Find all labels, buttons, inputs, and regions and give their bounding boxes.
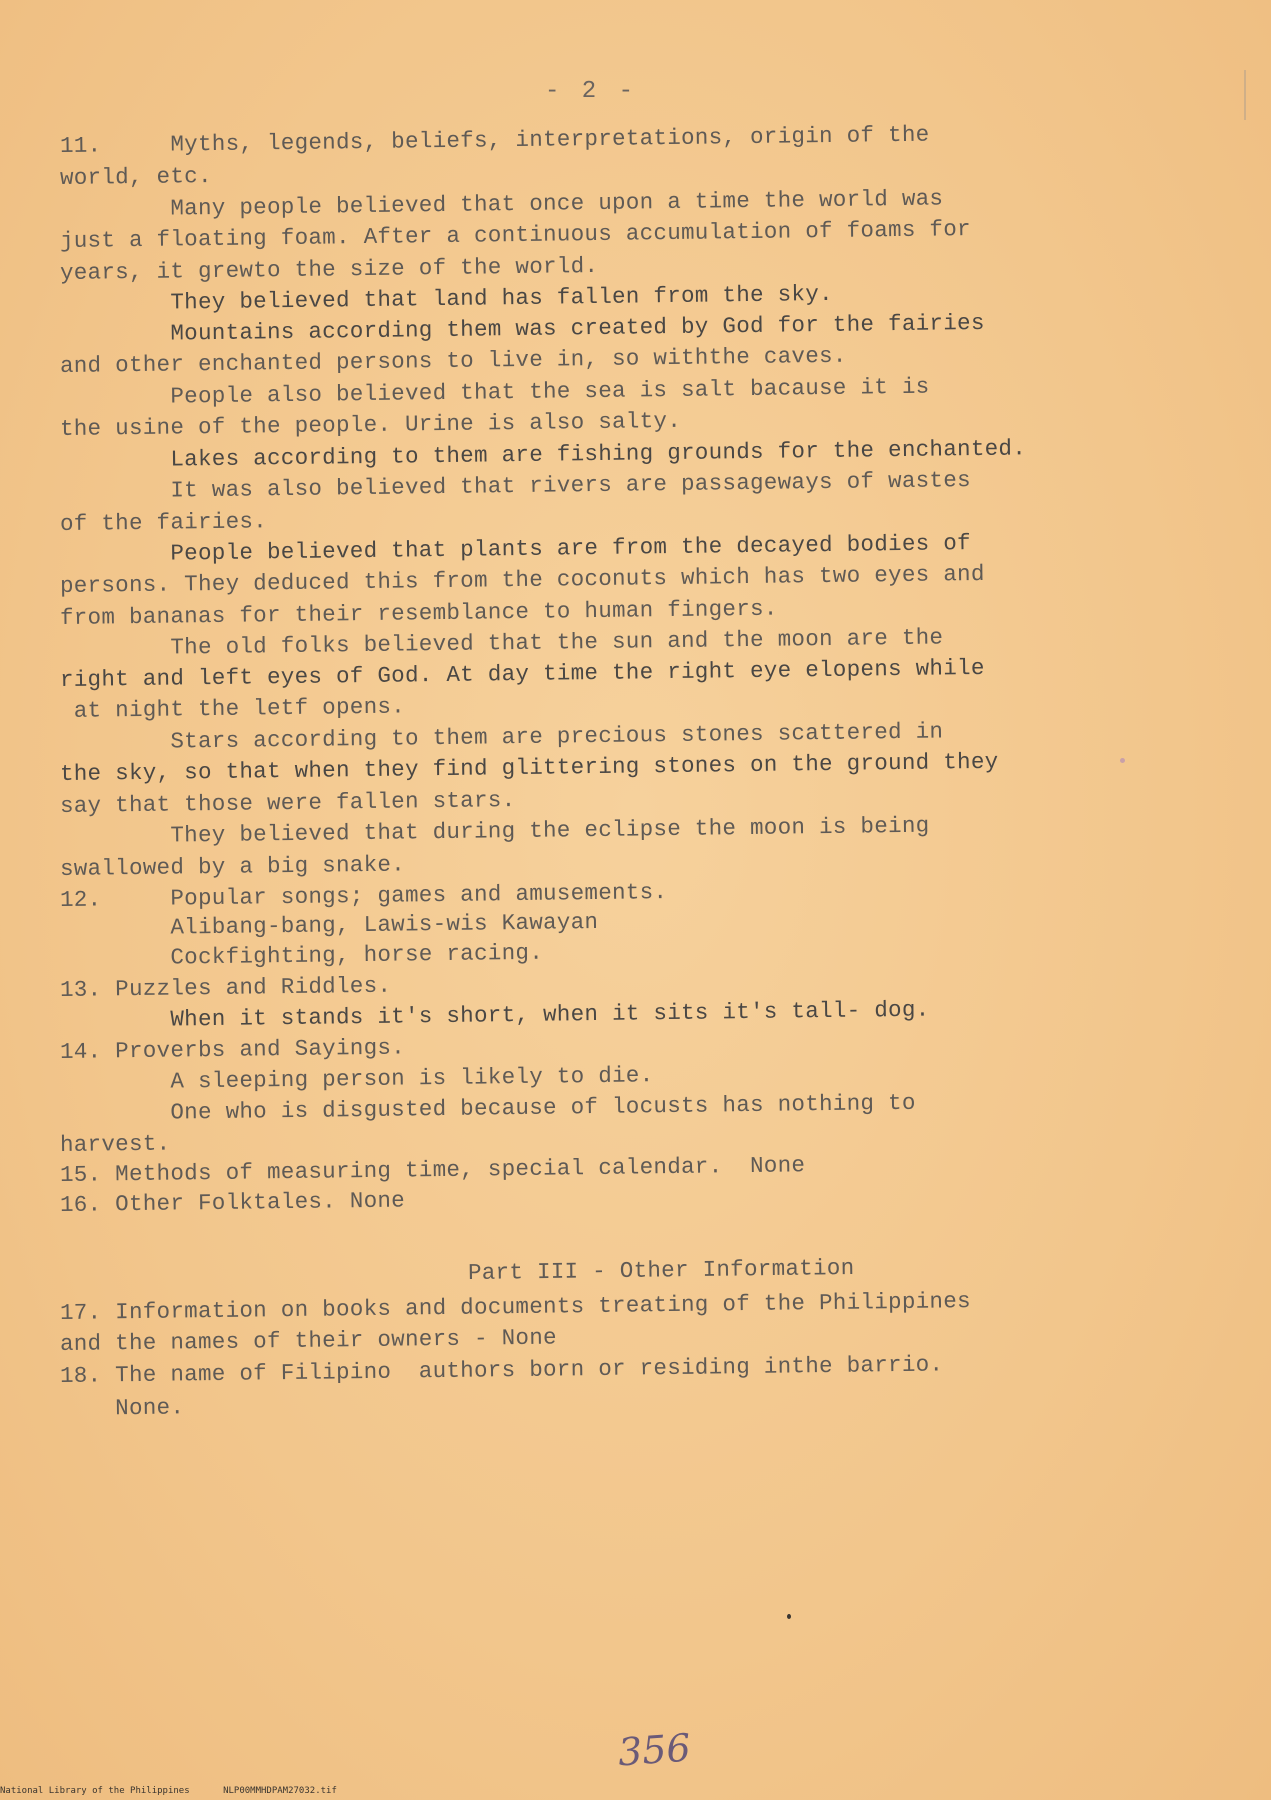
text-line: It was also believed that rivers are passageways of wastes	[59, 467, 972, 505]
text-line: right and left eyes of God. At day time the right eye elopens while	[59, 654, 985, 693]
text-line: Stars according to them are precious stones scattered in	[59, 718, 944, 756]
page-edge-mark	[1244, 70, 1246, 120]
text-line: of the fairies.	[59, 508, 268, 537]
text-line: Alibang-bang, Lawis-wis Kawayan	[59, 908, 599, 942]
text-line: 13. Puzzles and Riddles.	[59, 972, 392, 1003]
text-line: None.	[59, 1394, 185, 1422]
text-line: 18. The name of Filipino authors born or residing inthe barrio.	[59, 1351, 944, 1389]
text-line: the sky, so that when they find glittering stones on the ground they	[59, 748, 999, 787]
text-line: They believed that during the eclipse the moon is being	[59, 812, 930, 850]
scan-footer	[0, 1786, 365, 1796]
section-heading: Part III - Other Information	[467, 1254, 855, 1286]
text-line: Lakes according to them are fishing grounds for the enchanted.	[59, 435, 1027, 474]
text-line: 14. Proverbs and Sayings.	[59, 1034, 406, 1065]
footer-filename: NLP00MMHDPAM27032.tif	[223, 1786, 337, 1796]
text-line: 15. Methods of measuring time, special calendar. None	[59, 1152, 806, 1188]
text-line: Many people believed that once upon a time the world was	[59, 185, 944, 223]
text-line: A sleeping person is likely to die.	[59, 1062, 654, 1096]
text-line: People believed that plants are from the decayed bodies of	[59, 530, 972, 568]
text-line: just a floating foam. After a continuous accumulation of foams for	[59, 216, 972, 254]
text-line: harvest.	[59, 1130, 171, 1158]
text-line: swallowed by a big snake.	[59, 851, 406, 882]
text-line: and the names of their owners - None	[59, 1324, 558, 1357]
text-line: 12. Popular songs; games and amusements.	[59, 879, 668, 913]
text-line: say that those were fallen stars.	[59, 787, 516, 819]
text-line: Cockfighting, horse racing.	[59, 939, 544, 972]
text-line: persons. They deduced this from the coconuts which has two eyes and	[59, 560, 985, 599]
handwritten-page-number: 356	[616, 1725, 692, 1775]
text-line: People also believed that the sea is salt bacause it is	[59, 373, 930, 411]
text-line: Mountains according them was created by God for the fairies	[59, 309, 985, 348]
text-line: 16. Other Folktales. None	[59, 1187, 406, 1218]
text-line: One who is disgusted because of locusts has nothing to	[59, 1089, 916, 1127]
ink-speck	[1120, 758, 1125, 763]
text-line: the usine of the people. Urine is also salty.	[59, 407, 682, 442]
text-line: When it stands it's short, when it sits it's tall- dog.	[59, 996, 930, 1034]
ink-speck	[787, 1614, 791, 1619]
text-line: and other enchanted persons to live in, so withthe caves.	[59, 342, 847, 379]
text-line: 11. Myths, legends, beliefs, interpretations, origin of the	[59, 121, 930, 159]
text-line: They believed that land has fallen from the sky.	[59, 280, 834, 317]
page-number: - 2 -	[545, 78, 638, 105]
text-line: 17. Information on books and documents treating of the Philippines	[59, 1288, 972, 1326]
text-line: The old folks believed that the sun and the moon are the	[59, 624, 944, 662]
text-line: at night the letf opens.	[59, 693, 406, 724]
text-line: from bananas for their resemblance to human fingers.	[59, 595, 778, 631]
footer-library: National Library of the Philippines	[0, 1786, 190, 1796]
text-line: years, it grewto the size of the world.	[59, 252, 599, 286]
text-line: world, etc.	[59, 163, 212, 191]
